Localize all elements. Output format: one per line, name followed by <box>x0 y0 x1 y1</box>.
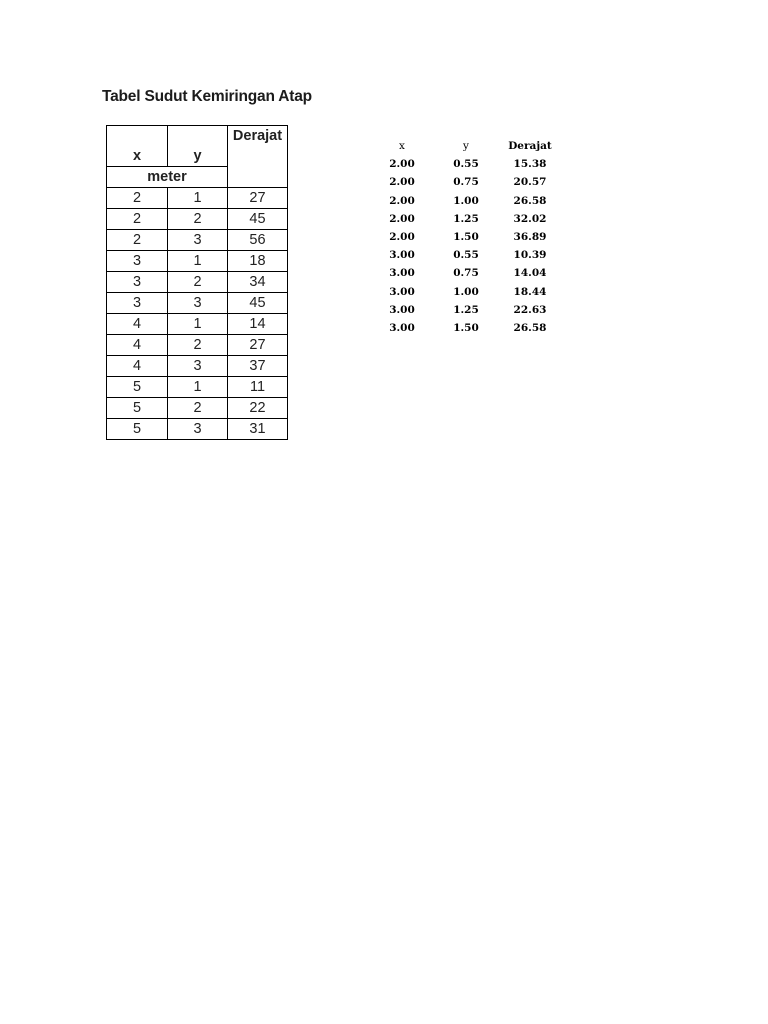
cell-y: 2 <box>168 398 228 419</box>
calc-row <box>370 301 562 319</box>
calc-row <box>370 210 562 228</box>
cell-derajat: 27 <box>228 188 288 209</box>
calc-header-y: y <box>463 140 469 152</box>
calc-cell-y: 1.25 <box>453 303 479 316</box>
table-row <box>107 335 288 356</box>
calc-cell-derajat: 36.89 <box>513 231 547 244</box>
calc-cell-y: 1.00 <box>453 285 479 298</box>
calc-cell-x: 3.00 <box>389 249 415 262</box>
cell-y: 3 <box>168 356 228 377</box>
cell-derajat: 34 <box>228 272 288 293</box>
calc-cell-derajat: 20.57 <box>513 176 547 189</box>
cell-x: 5 <box>107 398 168 419</box>
roof-angle-table <box>106 125 288 440</box>
cell-x: 5 <box>107 419 168 440</box>
calc-cell-x: 3.00 <box>389 303 415 316</box>
cell-y: 1 <box>168 314 228 335</box>
cell-derajat: 37 <box>228 356 288 377</box>
cell-x: 2 <box>107 230 168 251</box>
calc-row <box>370 173 562 191</box>
calc-header-derajat: Derajat <box>508 140 552 152</box>
cell-x: 2 <box>107 209 168 230</box>
table-row <box>107 188 288 209</box>
table-row <box>107 398 288 419</box>
calc-row <box>370 246 562 264</box>
cell-derajat: 45 <box>228 293 288 314</box>
table-row <box>107 356 288 377</box>
table-row <box>107 209 288 230</box>
calc-cell-derajat: 22.63 <box>513 303 547 316</box>
header-derajat: Derajat <box>228 126 288 188</box>
calc-row <box>370 283 562 301</box>
table-row <box>107 251 288 272</box>
calculated-angle-table <box>370 137 562 337</box>
calc-cell-y: 1.00 <box>453 194 479 207</box>
calc-cell-derajat: 14.04 <box>513 267 547 280</box>
cell-derajat: 18 <box>228 251 288 272</box>
cell-derajat: 11 <box>228 377 288 398</box>
header-unit: meter <box>107 167 228 188</box>
cell-derajat: 56 <box>228 230 288 251</box>
page-title: Tabel Sudut Kemiringan Atap <box>102 88 312 105</box>
calc-cell-x: 3.00 <box>389 267 415 280</box>
calc-cell-y: 0.55 <box>453 249 479 262</box>
calc-row <box>370 155 562 173</box>
table-row <box>107 419 288 440</box>
calc-cell-x: 2.00 <box>389 158 415 171</box>
calc-row <box>370 228 562 246</box>
calc-cell-derajat: 15.38 <box>513 158 547 171</box>
cell-y: 2 <box>168 209 228 230</box>
cell-x: 5 <box>107 377 168 398</box>
cell-x: 3 <box>107 272 168 293</box>
cell-y: 2 <box>168 272 228 293</box>
calc-cell-y: 1.50 <box>453 322 479 335</box>
calc-cell-x: 2.00 <box>389 194 415 207</box>
cell-y: 3 <box>168 419 228 440</box>
cell-derajat: 14 <box>228 314 288 335</box>
calc-row <box>370 319 562 337</box>
table-row <box>107 377 288 398</box>
table-row <box>107 230 288 251</box>
header-y: y <box>168 126 228 167</box>
cell-x: 2 <box>107 188 168 209</box>
calc-header-row <box>370 137 562 155</box>
cell-x: 4 <box>107 356 168 377</box>
cell-y: 3 <box>168 293 228 314</box>
cell-x: 4 <box>107 335 168 356</box>
calc-header-x: x <box>399 140 405 152</box>
calc-cell-x: 2.00 <box>389 176 415 189</box>
header-x: x <box>107 126 168 167</box>
calc-cell-derajat: 10.39 <box>513 249 547 262</box>
table-row <box>107 314 288 335</box>
cell-y: 1 <box>168 251 228 272</box>
cell-y: 1 <box>168 188 228 209</box>
calc-cell-y: 0.75 <box>453 176 479 189</box>
calc-row <box>370 264 562 282</box>
cell-derajat: 27 <box>228 335 288 356</box>
calc-cell-y: 1.50 <box>453 231 479 244</box>
calc-cell-y: 1.25 <box>453 212 479 225</box>
cell-y: 3 <box>168 230 228 251</box>
cell-x: 3 <box>107 293 168 314</box>
cell-derajat: 45 <box>228 209 288 230</box>
calc-cell-derajat: 26.58 <box>513 322 547 335</box>
calc-cell-derajat: 18.44 <box>513 285 547 298</box>
cell-x: 4 <box>107 314 168 335</box>
calc-cell-y: 0.75 <box>453 267 479 280</box>
calc-cell-y: 0.55 <box>453 158 479 171</box>
calc-cell-derajat: 26.58 <box>513 194 547 207</box>
table-row <box>107 272 288 293</box>
cell-x: 3 <box>107 251 168 272</box>
calc-cell-x: 2.00 <box>389 231 415 244</box>
calc-cell-derajat: 32.02 <box>513 212 547 225</box>
cell-derajat: 22 <box>228 398 288 419</box>
calc-row <box>370 192 562 210</box>
table-header-row <box>107 126 288 167</box>
cell-derajat: 31 <box>228 419 288 440</box>
table-row <box>107 293 288 314</box>
calc-cell-x: 2.00 <box>389 212 415 225</box>
calc-cell-x: 3.00 <box>389 322 415 335</box>
cell-y: 1 <box>168 377 228 398</box>
cell-y: 2 <box>168 335 228 356</box>
calc-cell-x: 3.00 <box>389 285 415 298</box>
